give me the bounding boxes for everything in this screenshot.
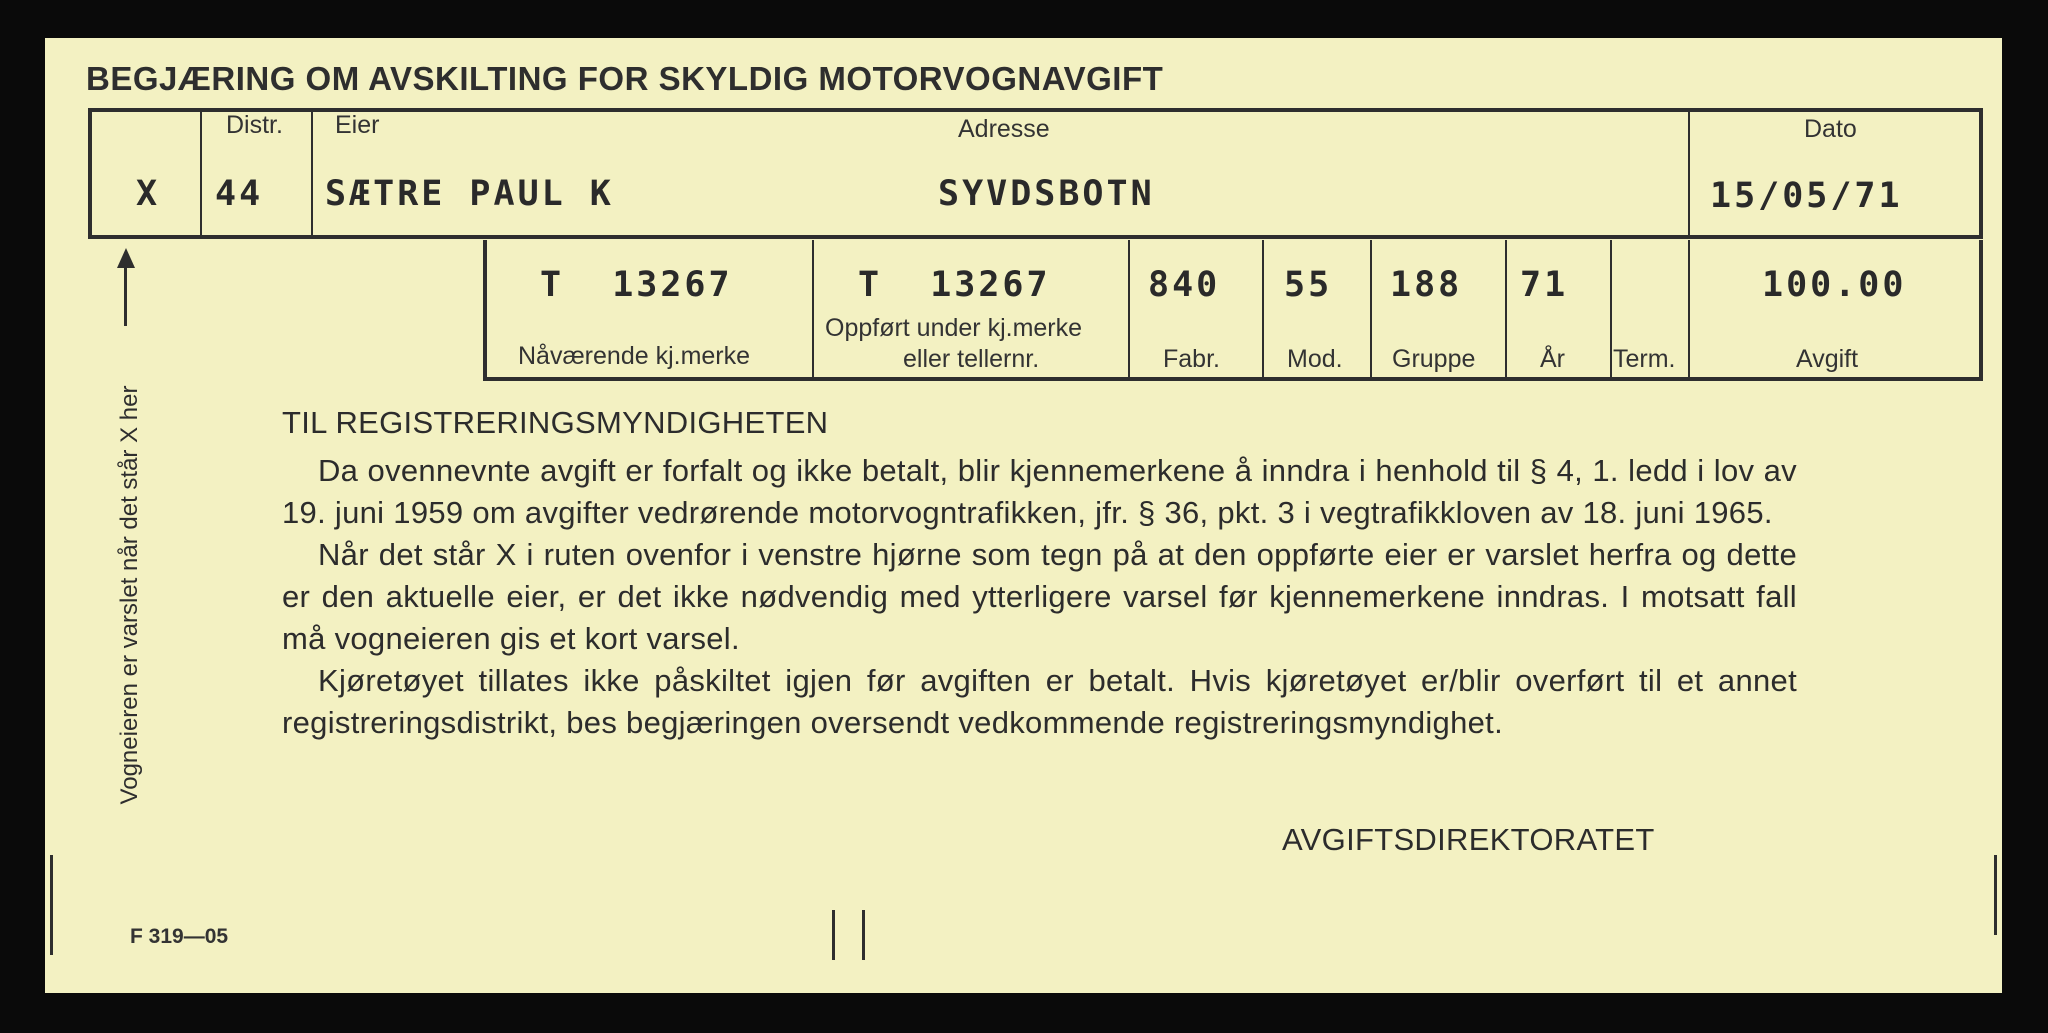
form-code: F 319—05 <box>130 925 229 948</box>
divider <box>1505 240 1507 378</box>
arrow-shaft <box>124 266 127 326</box>
term-label: Term. <box>1613 345 1676 373</box>
divider <box>1688 110 1690 237</box>
avgift-value: 100.00 <box>1762 265 1907 305</box>
current-plate-value: T 13267 <box>540 265 733 305</box>
paragraph-2: Når det står X i ruten ovenfor i venstre hjørne som tegn på at den oppførte eier er varslet herfra og dette er den aktuelle eier, er det ikke nødvendig med ytterligere varsel før kjennemerkene inndras. I motsatt fall må vogneieren gis et kort varsel. <box>282 537 1797 656</box>
divider <box>1688 240 1690 378</box>
divider <box>1128 240 1130 378</box>
eier-label: Eier <box>335 111 380 139</box>
arrow-up-icon <box>117 248 135 268</box>
ar-value: 71 <box>1520 265 1569 305</box>
adresse-value: SYVDSBOTN <box>938 174 1155 214</box>
body-text <box>282 450 1797 744</box>
fold-mark <box>862 910 865 960</box>
eier-value: SÆTRE PAUL K <box>325 174 614 214</box>
divider <box>200 110 202 237</box>
fabr-value: 840 <box>1148 265 1221 305</box>
side-note: Vogneieren er varslet når det står X her <box>116 385 143 805</box>
paragraph-1: Da ovennevnte avgift er forfalt og ikke betalt, blir kjennemerkene å inndra i henhold til § 4, 1. ledd i lov av 19. juni 1959 om avgifter vedrørende motorvogntrafikken, jfr. § 36, pkt. 3 i vegtrafikkloven av 18. juni 1965. <box>282 453 1797 530</box>
dato-value: 15/05/71 <box>1710 176 1903 216</box>
ar-label: År <box>1540 345 1565 373</box>
divider <box>1370 240 1372 378</box>
divider <box>812 240 814 378</box>
fold-mark <box>50 855 53 955</box>
avgift-label: Avgift <box>1796 345 1859 373</box>
fold-mark <box>1994 855 1997 935</box>
distr-value: 44 <box>215 174 264 214</box>
divider <box>311 110 313 237</box>
paragraph-3: Kjøretøyet tillates ikke påskiltet igjen før avgiften er betalt. Hvis kjøretøyet er/blir overført til et annet registreringsdistrikt, bes begjæringen oversendt vedkommende registreringsmyndighet. <box>282 663 1797 740</box>
fabr-label: Fabr. <box>1163 345 1220 373</box>
form-title: BEGJÆRING OM AVSKILTING FOR SKYLDIG MOTORVOGNAVGIFT <box>86 60 1164 97</box>
divider <box>1262 240 1264 378</box>
mod-label: Mod. <box>1287 345 1343 373</box>
gruppe-label: Gruppe <box>1392 345 1476 373</box>
current-plate-label: Nåværende kj.merke <box>518 342 751 370</box>
registered-plate-label-2: eller tellernr. <box>903 345 1040 373</box>
dato-label: Dato <box>1804 115 1857 143</box>
registered-plate-value: T 13267 <box>858 265 1051 305</box>
notified-mark: X <box>136 174 161 214</box>
fold-mark <box>832 910 835 960</box>
distr-label: Distr. <box>226 111 283 139</box>
recipient-heading: TIL REGISTRERINGSMYNDIGHETEN <box>282 405 829 440</box>
registered-plate-label-1: Oppført under kj.merke <box>825 314 1083 342</box>
mod-value: 55 <box>1284 265 1333 305</box>
divider <box>1610 240 1612 378</box>
signature: AVGIFTSDIREKTORATET <box>1282 822 1655 857</box>
gruppe-value: 188 <box>1390 265 1463 305</box>
adresse-label: Adresse <box>958 115 1050 143</box>
